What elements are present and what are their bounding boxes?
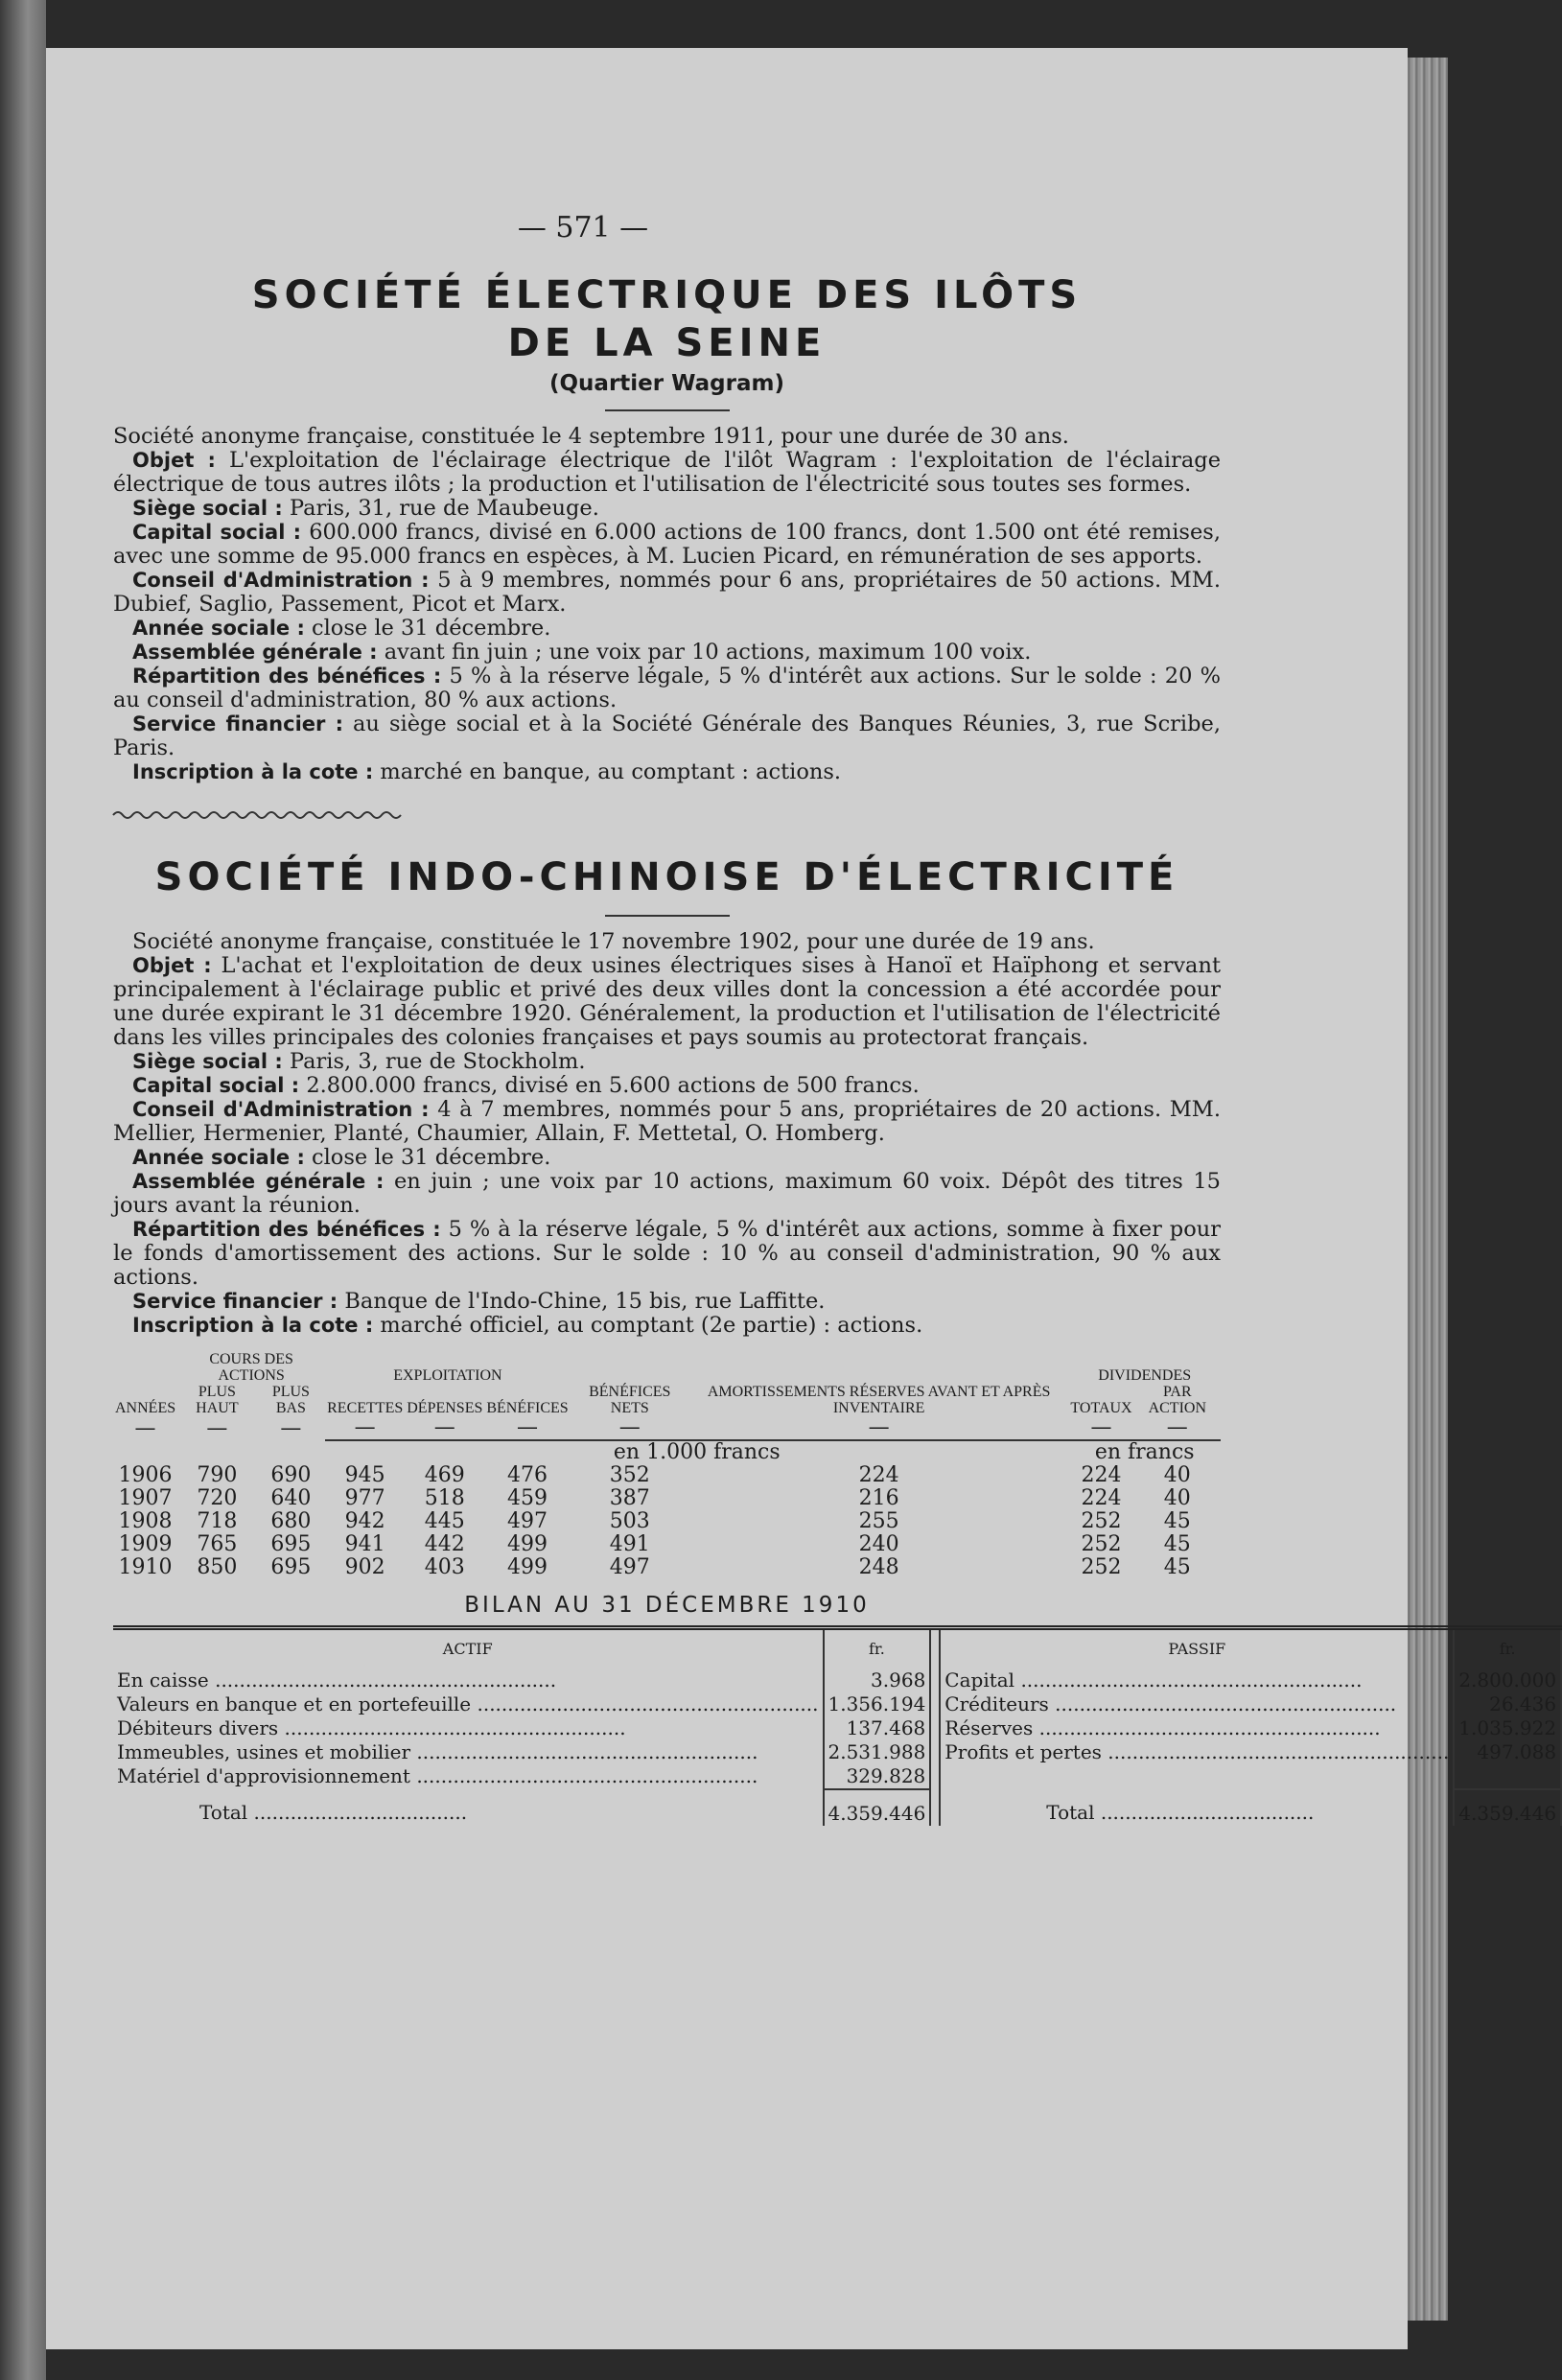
table-cell: 224 <box>1081 1463 1122 1487</box>
text: 2.800.000 francs, divisé en 5.600 actions de 500 francs. <box>306 1073 920 1098</box>
section-title-line1: SOCIÉTÉ ÉLECTRIQUE DES ILÔTS <box>251 273 1083 317</box>
text: 5 % à la réserve légale, 5 % d'intérêt aux actions. Sur le solde : 20 % au conseil d'administration, 80 % aux actions. <box>113 664 1222 712</box>
objet <box>113 954 1221 1050</box>
table-cell: 499 <box>507 1532 548 1556</box>
bilan-row <box>113 1668 1561 1692</box>
actif-label: Valeurs en banque et en portefeuille ........................................................ <box>117 1692 819 1715</box>
text: close le 31 décembre. <box>312 1145 551 1170</box>
table-cell: 252 <box>1081 1555 1122 1579</box>
text: avant fin juin ; une voix par 10 actions, maximum 100 voix. <box>384 640 1032 665</box>
passif-label-text: Réserves <box>944 1715 1034 1739</box>
actif-label-text: Matériel d'approvisionnement <box>117 1763 410 1787</box>
passif-fr-header: fr. <box>1454 1628 1561 1668</box>
unit-thousands: en 1.000 francs <box>325 1440 1068 1464</box>
intro: Société anonyme française, constituée le 4 septembre 1911, pour une durée de 30 ans. <box>113 424 1069 449</box>
assemblee <box>113 641 1221 665</box>
results-body <box>113 1464 1221 1579</box>
siege <box>113 497 1221 521</box>
section-title-line2: DE LA SEINE <box>507 321 827 365</box>
table-cell: 690 <box>270 1463 312 1487</box>
table-cell: 497 <box>507 1509 548 1533</box>
text: 5 % à la réserve légale, 5 % d'intérêt aux actions, somme à fixer pour le fonds d'amortissement des actions. Sur le solde : 10 % au conseil d'administration, 90 % aux actions. <box>113 1217 1221 1290</box>
total-actif-label: Total ................................... <box>199 1800 468 1824</box>
text: au siège social et à la Société Générale des Banques Réunies, 3, rue Scribe, Paris. <box>113 712 1221 760</box>
column-separator <box>930 1692 940 1716</box>
label: Service financier : <box>132 712 343 735</box>
dash: — <box>354 1415 376 1439</box>
table-cell: 1907 <box>118 1486 173 1510</box>
passif-value-text: 497.088 <box>1477 1739 1557 1763</box>
dash: — <box>618 1415 641 1439</box>
table-cell: 718 <box>197 1509 238 1533</box>
label: Capital social : <box>132 1074 300 1097</box>
title-rule <box>605 409 730 411</box>
actif-label: Débiteurs divers ........................................................ <box>117 1715 626 1739</box>
page <box>46 48 1557 2349</box>
label: Inscription à la cote : <box>132 760 374 783</box>
passif-value <box>1454 1692 1561 1716</box>
label: Conseil d'Administration : <box>132 1098 430 1121</box>
dash: — <box>433 1415 455 1439</box>
conseil <box>113 569 1221 617</box>
label: Service financier : <box>132 1290 338 1313</box>
label: Inscription à la cote : <box>132 1314 374 1337</box>
table-cell: 224 <box>858 1463 899 1487</box>
table-cell: 765 <box>197 1532 238 1556</box>
table-cell: 252 <box>1081 1532 1122 1556</box>
text: Paris, 3, rue de Stockholm. <box>289 1049 586 1074</box>
book-spine <box>0 0 46 2380</box>
col-benef-nets: BÉNÉFICES NETS <box>589 1384 671 1416</box>
dash: — <box>280 1415 302 1440</box>
table-cell: 387 <box>609 1486 650 1510</box>
label: Assemblée générale : <box>132 1170 385 1193</box>
section-indochinoise <box>113 853 1557 1826</box>
siege <box>113 1050 1221 1074</box>
label: Capital social : <box>132 521 302 544</box>
col-annees: ANNÉES <box>115 1400 176 1416</box>
column-separator <box>930 1716 940 1740</box>
table-cell: 45 <box>1163 1555 1191 1579</box>
section-title: SOCIÉTÉ INDO-CHINOISE D'ÉLECTRICITÉ <box>154 855 1179 899</box>
actif-label-text: Valeurs en banque et en portefeuille <box>117 1692 472 1715</box>
table-row <box>113 1487 1221 1510</box>
section-ilots <box>113 271 1221 825</box>
text: Paris, 31, rue de Maubeuge. <box>289 496 599 521</box>
table-cell: 790 <box>197 1463 238 1487</box>
total-actif: 4.359.446 <box>824 1789 931 1826</box>
table-cell: 45 <box>1163 1509 1191 1533</box>
actif-value <box>824 1764 931 1789</box>
passif-value <box>1454 1668 1561 1692</box>
col-plus-haut: PLUS HAUT <box>196 1384 239 1416</box>
dash: — <box>1166 1415 1188 1439</box>
table-cell: 695 <box>270 1555 312 1579</box>
label: Année sociale : <box>132 1146 305 1169</box>
table-cell: 240 <box>858 1532 899 1556</box>
table-cell: 680 <box>270 1509 312 1533</box>
table-cell: 497 <box>609 1555 650 1579</box>
text: L'exploitation de l'éclairage électrique de l'ilôt Wagram : l'exploitation de l'éclairage électrique de tous autres ilôts ; la production et l'utilisation de l'électricité sous toutes ses formes. <box>113 448 1222 497</box>
table-cell: 945 <box>344 1463 385 1487</box>
capital <box>113 521 1221 569</box>
actif-value <box>824 1668 931 1692</box>
intro: Société anonyme française, constituée le 17 novembre 1902, pour une durée de 19 ans. <box>132 929 1095 954</box>
passif-label: Créditeurs ........................................................ <box>944 1692 1397 1715</box>
column-separator <box>930 1740 940 1764</box>
col-amort: AMORTISSEMENTS RÉSERVES AVANT ET APRÈS INVENTAIRE <box>707 1384 1051 1416</box>
actif-value-text: 3.968 <box>871 1668 926 1692</box>
actif-value-text: 1.356.194 <box>828 1692 926 1715</box>
col-par-action: PAR ACTION <box>1148 1384 1207 1416</box>
text: close le 31 décembre. <box>312 616 551 641</box>
passif-label: Capital ........................................................ <box>944 1668 1363 1692</box>
table-cell: 499 <box>507 1555 548 1579</box>
table-cell: 255 <box>858 1509 899 1533</box>
label: Assemblée générale : <box>132 641 378 664</box>
actif-label: En caisse ........................................................ <box>117 1668 557 1692</box>
bilan-row <box>113 1764 1561 1789</box>
passif-label: Réserves ........................................................ <box>944 1715 1381 1739</box>
table-cell: 445 <box>424 1509 465 1533</box>
results-table <box>113 1351 1221 1579</box>
dash: — <box>134 1415 156 1440</box>
text: 4 à 7 membres, nommés pour 5 ans, propriétaires de 20 actions. MM. Mellier, Hermenier, Planté, Chaumier, Allain, F. Mettetal, O. Homberg. <box>113 1097 1221 1146</box>
actif-value <box>824 1692 931 1716</box>
dash-row <box>113 1416 1221 1440</box>
passif-label <box>940 1764 1454 1789</box>
table-cell: 720 <box>197 1486 238 1510</box>
column-separator <box>930 1764 940 1789</box>
annee <box>113 617 1221 641</box>
table-row <box>113 1556 1221 1579</box>
table-cell: 640 <box>270 1486 312 1510</box>
actif-value-text: 2.531.988 <box>828 1739 926 1763</box>
col-dividendes: DIVIDENDES <box>1098 1367 1192 1384</box>
passif-label-text: Profits et pertes <box>944 1739 1102 1763</box>
bilan-table <box>113 1625 1562 1826</box>
table-cell: 476 <box>507 1463 548 1487</box>
col-recettes: RECETTES <box>327 1400 404 1416</box>
table-cell: 40 <box>1163 1463 1191 1487</box>
inscription <box>113 1314 1221 1338</box>
text: marché en banque, au comptant : actions. <box>380 759 842 784</box>
wavy-separator <box>113 809 401 821</box>
table-cell: 469 <box>424 1463 465 1487</box>
table-cell: 695 <box>270 1532 312 1556</box>
total-passif: 4.359.446 <box>1454 1789 1561 1826</box>
dash: — <box>868 1415 890 1439</box>
table-cell: 942 <box>344 1509 385 1533</box>
actif-header: ACTIF <box>442 1640 493 1659</box>
table-cell: 1909 <box>118 1532 173 1556</box>
table-cell: 442 <box>424 1532 465 1556</box>
text: marché officiel, au comptant (2e partie) : actions. <box>380 1313 923 1338</box>
page-number: — 571 — <box>517 211 649 245</box>
actif-value <box>824 1740 931 1764</box>
table-cell: 941 <box>344 1532 385 1556</box>
passif-value-text: 26.436 <box>1489 1692 1557 1715</box>
page-content <box>113 211 1557 1826</box>
table-cell: 45 <box>1163 1532 1191 1556</box>
capital <box>113 1074 1221 1098</box>
col-totaux: TOTAUX <box>1070 1400 1132 1416</box>
actif-value <box>824 1716 931 1740</box>
column-separator <box>930 1668 940 1692</box>
col-exploitation: EXPLOITATION <box>393 1367 502 1384</box>
passif-value-text: 1.035.922 <box>1458 1715 1557 1739</box>
dash: — <box>1090 1415 1112 1439</box>
label: Siège social : <box>132 1050 283 1073</box>
table-row <box>113 1510 1221 1533</box>
bilan-title: BILAN AU 31 DÉCEMBRE 1910 <box>464 1593 870 1618</box>
total-passif-label: Total ................................... <box>1046 1800 1315 1824</box>
actif-value-text: 137.468 <box>846 1715 926 1739</box>
table-row <box>113 1464 1221 1487</box>
col-depenses: DÉPENSES <box>407 1400 483 1416</box>
passif-label-text: Créditeurs <box>944 1692 1049 1715</box>
annee <box>113 1146 1221 1170</box>
table-cell: 850 <box>197 1555 238 1579</box>
actif-label: Matériel d'approvisionnement ........................................................ <box>117 1763 758 1787</box>
passif-value-text: 2.800.000 <box>1458 1668 1557 1692</box>
inscription <box>113 760 1221 784</box>
section-subtitle: (Quartier Wagram) <box>548 371 784 396</box>
passif-value <box>1454 1740 1561 1764</box>
table-cell: 1908 <box>118 1509 173 1533</box>
title-rule <box>605 915 730 917</box>
table-cell: 216 <box>858 1486 899 1510</box>
service <box>113 712 1221 760</box>
repartition <box>113 1218 1221 1290</box>
label: Répartition des bénéfices : <box>132 1218 441 1241</box>
bilan-row <box>113 1716 1561 1740</box>
table-cell: 40 <box>1163 1486 1191 1510</box>
repartition <box>113 665 1221 712</box>
table-row <box>113 1533 1221 1556</box>
table-cell: 459 <box>507 1486 548 1510</box>
objet <box>113 449 1221 497</box>
col-plus-bas: PLUS BAS <box>271 1384 310 1416</box>
passif-value <box>1454 1764 1561 1789</box>
label: Conseil d'Administration : <box>132 569 430 592</box>
dash: — <box>517 1415 539 1439</box>
dash: — <box>206 1415 228 1440</box>
text: Banque de l'Indo-Chine, 15 bis, rue Laffitte. <box>344 1289 826 1314</box>
col-cours: COURS DES ACTIONS <box>209 1351 293 1384</box>
label: Siège social : <box>132 497 283 520</box>
conseil <box>113 1098 1221 1146</box>
assemblee <box>113 1170 1221 1218</box>
bilan-row <box>113 1740 1561 1764</box>
table-cell: 224 <box>1081 1486 1122 1510</box>
actif-fr-header: fr. <box>824 1628 931 1668</box>
passif-label-text: Capital <box>944 1668 1015 1692</box>
col-benefices: BÉNÉFICES <box>486 1400 569 1416</box>
label: Objet : <box>132 954 212 977</box>
text: L'achat et l'exploitation de deux usines électriques sises à Hanoï et Haïphong et servant principalement à l'éclairage public et privé des deux villes dont la concession a été accordée pour une durée expirant le 31 décembre 1920. Généralement, la production et l'utilisation de l'électricité dans les villes principales des colonies françaises et pays soumis au protectorat français. <box>113 953 1222 1050</box>
text: 5 à 9 membres, nommés pour 6 ans, propriétaires de 50 actions. MM. Dubief, Saglio, Passement, Picot et Marx. <box>113 568 1221 617</box>
passif-label: Profits et pertes ........................................................ <box>944 1739 1450 1763</box>
text: 600.000 francs, divisé en 6.000 actions de 100 francs, dont 1.500 ont été remises, avec une somme de 95.000 francs en espèces, à M. Lucien Picard, en rémunération de ses apports. <box>113 520 1221 569</box>
table-cell: 248 <box>858 1555 899 1579</box>
text: en juin ; une voix par 10 actions, maximum 60 voix. Dépôt des titres 15 jours avant la réunion. <box>113 1169 1221 1218</box>
service <box>113 1290 1221 1314</box>
actif-label-text: Débiteurs divers <box>117 1715 279 1739</box>
actif-label-text: En caisse <box>117 1668 209 1692</box>
table-cell: 1910 <box>118 1555 173 1579</box>
unit-francs: en francs <box>1068 1440 1221 1464</box>
actif-label-text: Immeubles, usines et mobilier <box>117 1739 411 1763</box>
table-cell: 1906 <box>118 1463 173 1487</box>
actif-value-text: 329.828 <box>846 1763 926 1787</box>
actif-label: Immeubles, usines et mobilier ........................................................ <box>117 1739 758 1763</box>
label: Année sociale : <box>132 617 305 640</box>
table-cell: 403 <box>424 1555 465 1579</box>
label: Répartition des bénéfices : <box>132 665 442 688</box>
passif-header: PASSIF <box>1168 1640 1226 1659</box>
passif-value <box>1454 1716 1561 1740</box>
table-cell: 252 <box>1081 1509 1122 1533</box>
table-cell: 902 <box>344 1555 385 1579</box>
table-cell: 491 <box>609 1532 650 1556</box>
label: Objet : <box>132 449 216 472</box>
bilan-row <box>113 1692 1561 1716</box>
table-cell: 503 <box>609 1509 650 1533</box>
bilan-body <box>113 1668 1561 1789</box>
table-cell: 518 <box>424 1486 465 1510</box>
table-cell: 352 <box>609 1463 650 1487</box>
table-cell: 977 <box>344 1486 385 1510</box>
